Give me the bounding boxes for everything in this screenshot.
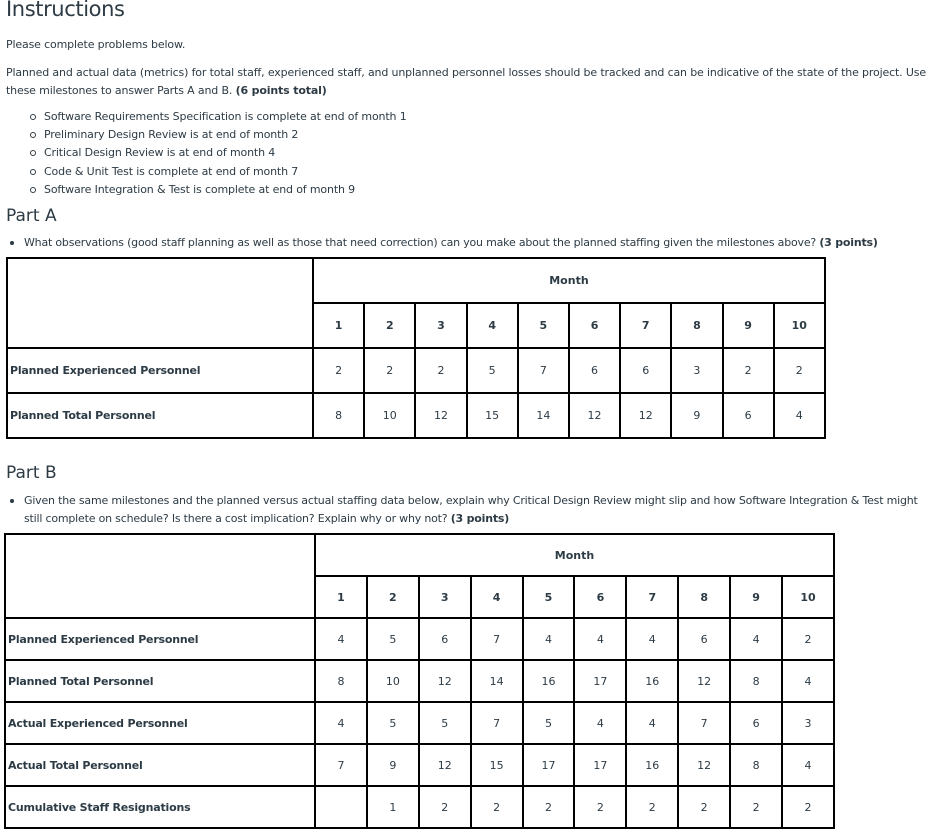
month-header: Month — [315, 534, 834, 576]
table-cell: 3 — [671, 348, 722, 393]
table-cell: 2 — [313, 348, 364, 393]
milestone-item: Critical Design Review is at end of month 4 — [30, 144, 407, 162]
milestone-item: Preliminary Design Review is at end of month 2 — [30, 126, 407, 144]
table-cell: 8 — [313, 393, 364, 438]
table-cell: 9 — [671, 393, 722, 438]
table-cell: 2 — [574, 786, 626, 828]
table-cell: 16 — [523, 660, 575, 702]
month-cell: 4 — [471, 576, 523, 618]
table-cell: 16 — [626, 744, 678, 786]
table-cell: 5 — [467, 348, 518, 393]
table-cell: 6 — [678, 618, 730, 660]
part-b-table — [4, 533, 835, 829]
table-cell: 12 — [620, 393, 671, 438]
part-b-heading: Part B — [6, 463, 57, 483]
milestone-item: Software Requirements Specification is complete at end of month 1 — [30, 108, 407, 126]
table-cell: 17 — [574, 744, 626, 786]
table-cell: 1 — [367, 786, 419, 828]
part-a-points: (3 points) — [819, 236, 878, 249]
table-cell: 4 — [782, 660, 834, 702]
month-cell: 5 — [518, 303, 569, 348]
table-cell: 5 — [367, 702, 419, 744]
table-row — [7, 348, 825, 393]
table-cell: 12 — [419, 660, 471, 702]
table-cell: 4 — [774, 393, 825, 438]
table-cell: 4 — [315, 702, 367, 744]
row-label: Cumulative Staff Resignations — [5, 786, 315, 828]
table-cell: 4 — [626, 618, 678, 660]
table-cell: 2 — [730, 786, 782, 828]
row-label: Planned Total Personnel — [5, 660, 315, 702]
table-cell: 16 — [626, 660, 678, 702]
month-cell: 3 — [415, 303, 466, 348]
table-cell: 4 — [574, 618, 626, 660]
table-cell: 7 — [315, 744, 367, 786]
table-cell: 15 — [471, 744, 523, 786]
table-row — [5, 660, 834, 702]
table-cell: 6 — [419, 618, 471, 660]
table-cell: 12 — [419, 744, 471, 786]
month-cell: 10 — [782, 576, 834, 618]
table-cell: 5 — [523, 702, 575, 744]
table-cell: 9 — [367, 744, 419, 786]
table-cell: 2 — [678, 786, 730, 828]
part-a-table — [6, 257, 826, 439]
month-cell: 7 — [620, 303, 671, 348]
description-text — [6, 64, 941, 100]
table-cell: 4 — [523, 618, 575, 660]
month-cell: 2 — [364, 303, 415, 348]
month-cell: 1 — [315, 576, 367, 618]
table-cell: 10 — [367, 660, 419, 702]
table-cell: 7 — [471, 702, 523, 744]
table-row — [5, 786, 834, 828]
table-cell: 4 — [626, 702, 678, 744]
table-row — [5, 618, 834, 660]
table-cell: 5 — [367, 618, 419, 660]
table-cell: 7 — [518, 348, 569, 393]
table-cell: 2 — [415, 348, 466, 393]
row-label: Actual Total Personnel — [5, 744, 315, 786]
intro-text: Please complete problems below. — [6, 38, 186, 51]
part-b-points: (3 points) — [450, 512, 510, 525]
table-cell: 7 — [471, 618, 523, 660]
table-cell: 2 — [782, 786, 834, 828]
month-cell: 6 — [574, 576, 626, 618]
page-title: Instructions — [6, 0, 125, 21]
part-a-question — [24, 234, 924, 252]
table-cell: 8 — [315, 660, 367, 702]
table-cell: 12 — [678, 660, 730, 702]
table-cell: 17 — [574, 660, 626, 702]
table-cell: 14 — [471, 660, 523, 702]
description-body: Planned and actual data (metrics) for total staff, experienced staff, and unplanned personnel losses should be tracked and can be indicative of the state of the project. Use these milestones to answer Parts A and B. — [6, 66, 926, 97]
month-cell: 3 — [419, 576, 471, 618]
table-cell: 12 — [569, 393, 620, 438]
corner-cell — [7, 258, 313, 348]
table-cell: 4 — [730, 618, 782, 660]
table-cell: 15 — [467, 393, 518, 438]
table-cell: 3 — [782, 702, 834, 744]
table-cell: 17 — [523, 744, 575, 786]
table-cell: 2 — [523, 786, 575, 828]
part-a-question-text: What observations (good staff planning as well as those that need correction) can you make about the planned staffing given the milestones above? — [24, 236, 817, 249]
part-a-heading: Part A — [6, 206, 57, 226]
table-cell: 2 — [471, 786, 523, 828]
month-cell: 7 — [626, 576, 678, 618]
milestone-list — [30, 108, 407, 199]
part-b-question — [24, 492, 936, 528]
month-cell: 10 — [774, 303, 825, 348]
table-cell: 5 — [419, 702, 471, 744]
month-cell: 6 — [569, 303, 620, 348]
row-label: Planned Experienced Personnel — [7, 348, 313, 393]
part-b-question-text: Given the same milestones and the planned versus actual staffing data below, explain why Critical Design Review might slip and how Software Integration & Test might still complete on schedule? Is there a cost implication? Explain why or why not? — [24, 494, 918, 525]
table-cell: 14 — [518, 393, 569, 438]
month-cell: 8 — [671, 303, 722, 348]
row-label: Actual Experienced Personnel — [5, 702, 315, 744]
table-cell: 6 — [620, 348, 671, 393]
month-cell: 9 — [723, 303, 774, 348]
table-row — [5, 702, 834, 744]
milestone-item: Code & Unit Test is complete at end of month 7 — [30, 163, 407, 181]
table-cell: 2 — [782, 618, 834, 660]
description-points: (6 points total) — [235, 84, 327, 97]
row-label: Planned Experienced Personnel — [5, 618, 315, 660]
milestone-item: Software Integration & Test is complete at end of month 9 — [30, 181, 407, 199]
table-cell: 6 — [569, 348, 620, 393]
table-cell: 4 — [315, 618, 367, 660]
table-cell: 8 — [730, 744, 782, 786]
month-cell: 4 — [467, 303, 518, 348]
month-cell: 5 — [523, 576, 575, 618]
table-cell — [315, 786, 367, 828]
table-cell: 6 — [723, 393, 774, 438]
table-cell: 4 — [782, 744, 834, 786]
month-cell: 9 — [730, 576, 782, 618]
month-cell: 1 — [313, 303, 364, 348]
table-cell: 4 — [574, 702, 626, 744]
table-row — [7, 393, 825, 438]
table-cell: 2 — [419, 786, 471, 828]
table-cell: 8 — [730, 660, 782, 702]
month-cell: 2 — [367, 576, 419, 618]
table-cell: 2 — [626, 786, 678, 828]
table-cell: 2 — [364, 348, 415, 393]
corner-cell — [5, 534, 315, 618]
month-header: Month — [313, 258, 825, 303]
table-cell: 12 — [678, 744, 730, 786]
table-row — [5, 744, 834, 786]
table-cell: 10 — [364, 393, 415, 438]
table-cell: 6 — [730, 702, 782, 744]
table-cell: 7 — [678, 702, 730, 744]
table-cell: 2 — [774, 348, 825, 393]
row-label: Planned Total Personnel — [7, 393, 313, 438]
table-cell: 12 — [415, 393, 466, 438]
month-cell: 8 — [678, 576, 730, 618]
table-cell: 2 — [723, 348, 774, 393]
